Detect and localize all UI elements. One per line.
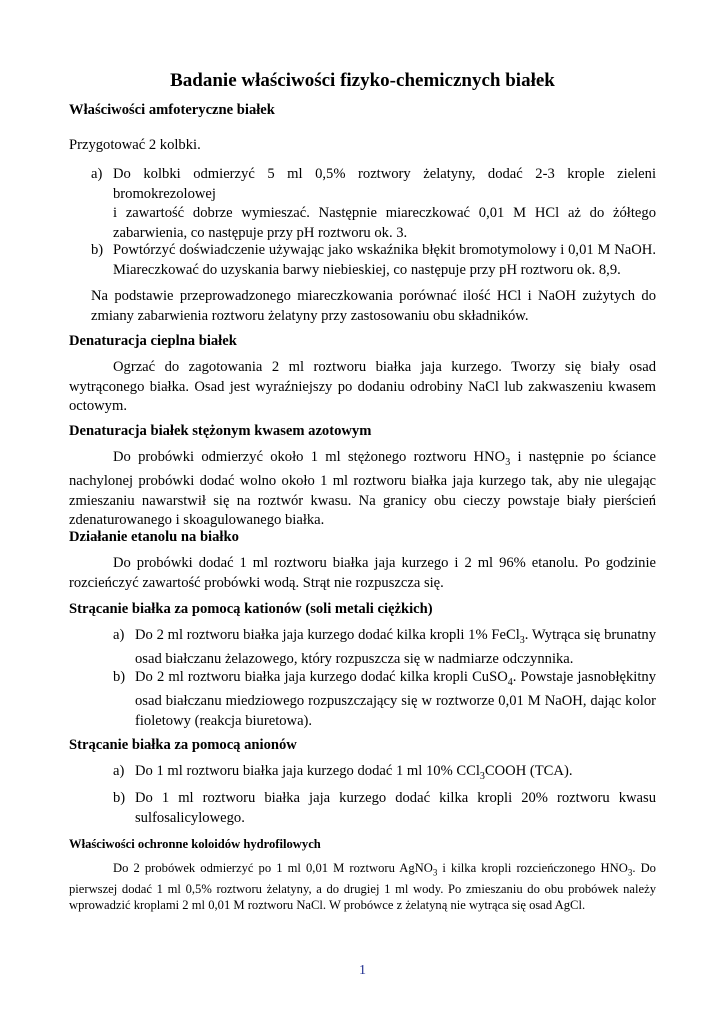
text-run: Do 2 ml roztworu białka jaja kurzego dodać kilka kropli CuSO <box>135 669 508 685</box>
page-number: 1 <box>359 963 366 978</box>
subscript: 3 <box>505 456 511 468</box>
subscript: 3 <box>519 634 525 646</box>
text-run: Do 2 probówek odmierzyć po 1 ml 0,01 M roztworu AgNO <box>113 861 433 875</box>
subscript: 4 <box>507 676 513 688</box>
text-run: COOH (TCA). <box>484 763 573 779</box>
text-run: . Do pierwszej dodać 1 ml 0,5% roztworu żelatyny, a do drugiej 1 ml wody. Po zmieszaniu do obu probówek należy wprowadzić kroplami 2 ml 0,01 M roztworu NaCl. W probówce z żelatyną nie wytrąca się osad AgCl. <box>69 861 656 912</box>
list-item <box>113 762 656 782</box>
section-heading-amphoteric: Właściwości amfoteryczne białek <box>69 102 275 118</box>
list-item <box>91 241 656 281</box>
list-item <box>113 626 656 666</box>
subscript: 3 <box>432 867 438 878</box>
section-heading-ethanol: Działanie etanolu na białko <box>69 529 239 545</box>
list-marker: b) <box>91 242 104 258</box>
list-marker: a) <box>91 166 103 182</box>
list-item-line: zabarwienia, co następuje przy pH roztworu ok. 3. <box>113 224 408 241</box>
list-marker: b) <box>113 669 126 685</box>
text-run: i kilka kropli rozcieńczonego HNO <box>437 861 628 875</box>
list-item-line: i zawartość dobrze wymieszać. Następnie miareczkować 0,01 M HCl aż do żółtego <box>113 205 656 221</box>
section-heading-cations: Strącanie białka za pomocą kationów (soli metali ciężkich) <box>69 601 433 617</box>
document-title: Badanie właściwości fizyko-chemicznych białek <box>170 70 555 91</box>
text-run: Do 1 ml roztworu białka jaja kurzego dodać 1 ml 10% CCl <box>135 763 480 779</box>
section-heading-heat-denaturation: Denaturacja cieplna białek <box>69 333 237 349</box>
list-item-text <box>135 668 656 731</box>
paragraph: Do probówki dodać 1 ml roztworu białka jaja kurzego i 2 ml 96% etanolu. Po godzinie rozcieńczyć zawartość probówki wodą. Strąt nie rozpuszcza się. <box>69 555 656 591</box>
list-item-text <box>135 762 656 786</box>
subscript: 3 <box>627 867 633 878</box>
text-run: . Wytrąca się brunatny osad białczanu żelazowego, który rozpuszcza się w nadmiarze odczynnika. <box>135 627 656 668</box>
paragraph: Ogrzać do zagotowania 2 ml roztworu białka jaja kurzego. Tworzy się biały osad wytrąconego białka. Osad jest wyraźniejszy po dodaniu odrobiny NaCl lub zakwaszeniu kwasem octowym. <box>69 359 656 414</box>
list-item-text: Powtórzyć doświadczenie używając jako wskaźnika błękit bromotymolowy i 0,01 M NaOH. Miareczkować do uzyskania barwy niebieskiej, co następuje przy pH roztworu ok. 8,9. <box>113 242 656 278</box>
subscript: 3 <box>479 770 485 782</box>
list-item-text <box>135 626 656 670</box>
text-run: i następnie po ściance nachylonej probówki dodać wolno około 1 ml roztworu białka jaja kurzego tak, aby nie ulegając zmieszaniu nawarstwił się na roztwór kwasu. Na granicy obu cieczy powstaje biały pierścień zdenaturowanego i skoagulowanego białka. <box>69 449 656 529</box>
list-item <box>113 789 656 829</box>
summary-paragraph: Na podstawie przeprowadzonego miareczkowania porównać ilość HCl i NaOH zużytych do zmiany zabarwienia roztworu żelatyny przy zastosowaniu obu składników. <box>91 288 656 324</box>
list-marker: a) <box>113 627 125 643</box>
list-marker: a) <box>113 763 125 779</box>
section-heading-protective-colloids: Właściwości ochronne koloidów hydrofilowych <box>69 837 321 851</box>
paragraph <box>69 448 656 531</box>
list-item-line: Do kolbki odmierzyć 5 ml 0,5% roztwory żelatyny, dodać 2-3 krople zieleni <box>113 166 656 182</box>
list-item-text: Do 1 ml roztworu białka jaja kurzego dodać kilka kropli 20% roztworu kwasu sulfosalicylowego. <box>135 790 656 826</box>
text-run: . Powstaje jasnobłękitny osad białczanu miedziowego rozpuszczający się w roztworze 0,01 M NaOH, dając kolor fioletowy (reakcja biuretowa). <box>135 669 656 729</box>
section-intro: Przygotować 2 kolbki. <box>69 137 201 153</box>
section-heading-anions: Strącanie białka za pomocą anionów <box>69 737 297 753</box>
list-item <box>91 165 656 245</box>
list-item <box>113 668 656 728</box>
list-item-line: bromokrezolowej <box>113 185 216 202</box>
paragraph <box>69 860 656 913</box>
list-marker: b) <box>113 790 126 806</box>
text-run: Do 2 ml roztworu białka jaja kurzego dodać kilka kropli 1% FeCl <box>135 627 520 643</box>
section-heading-nitric-acid: Denaturacja białek stężonym kwasem azotowym <box>69 423 372 439</box>
text-run: Do probówki odmierzyć około 1 ml stężonego roztworu HNO <box>113 449 506 465</box>
